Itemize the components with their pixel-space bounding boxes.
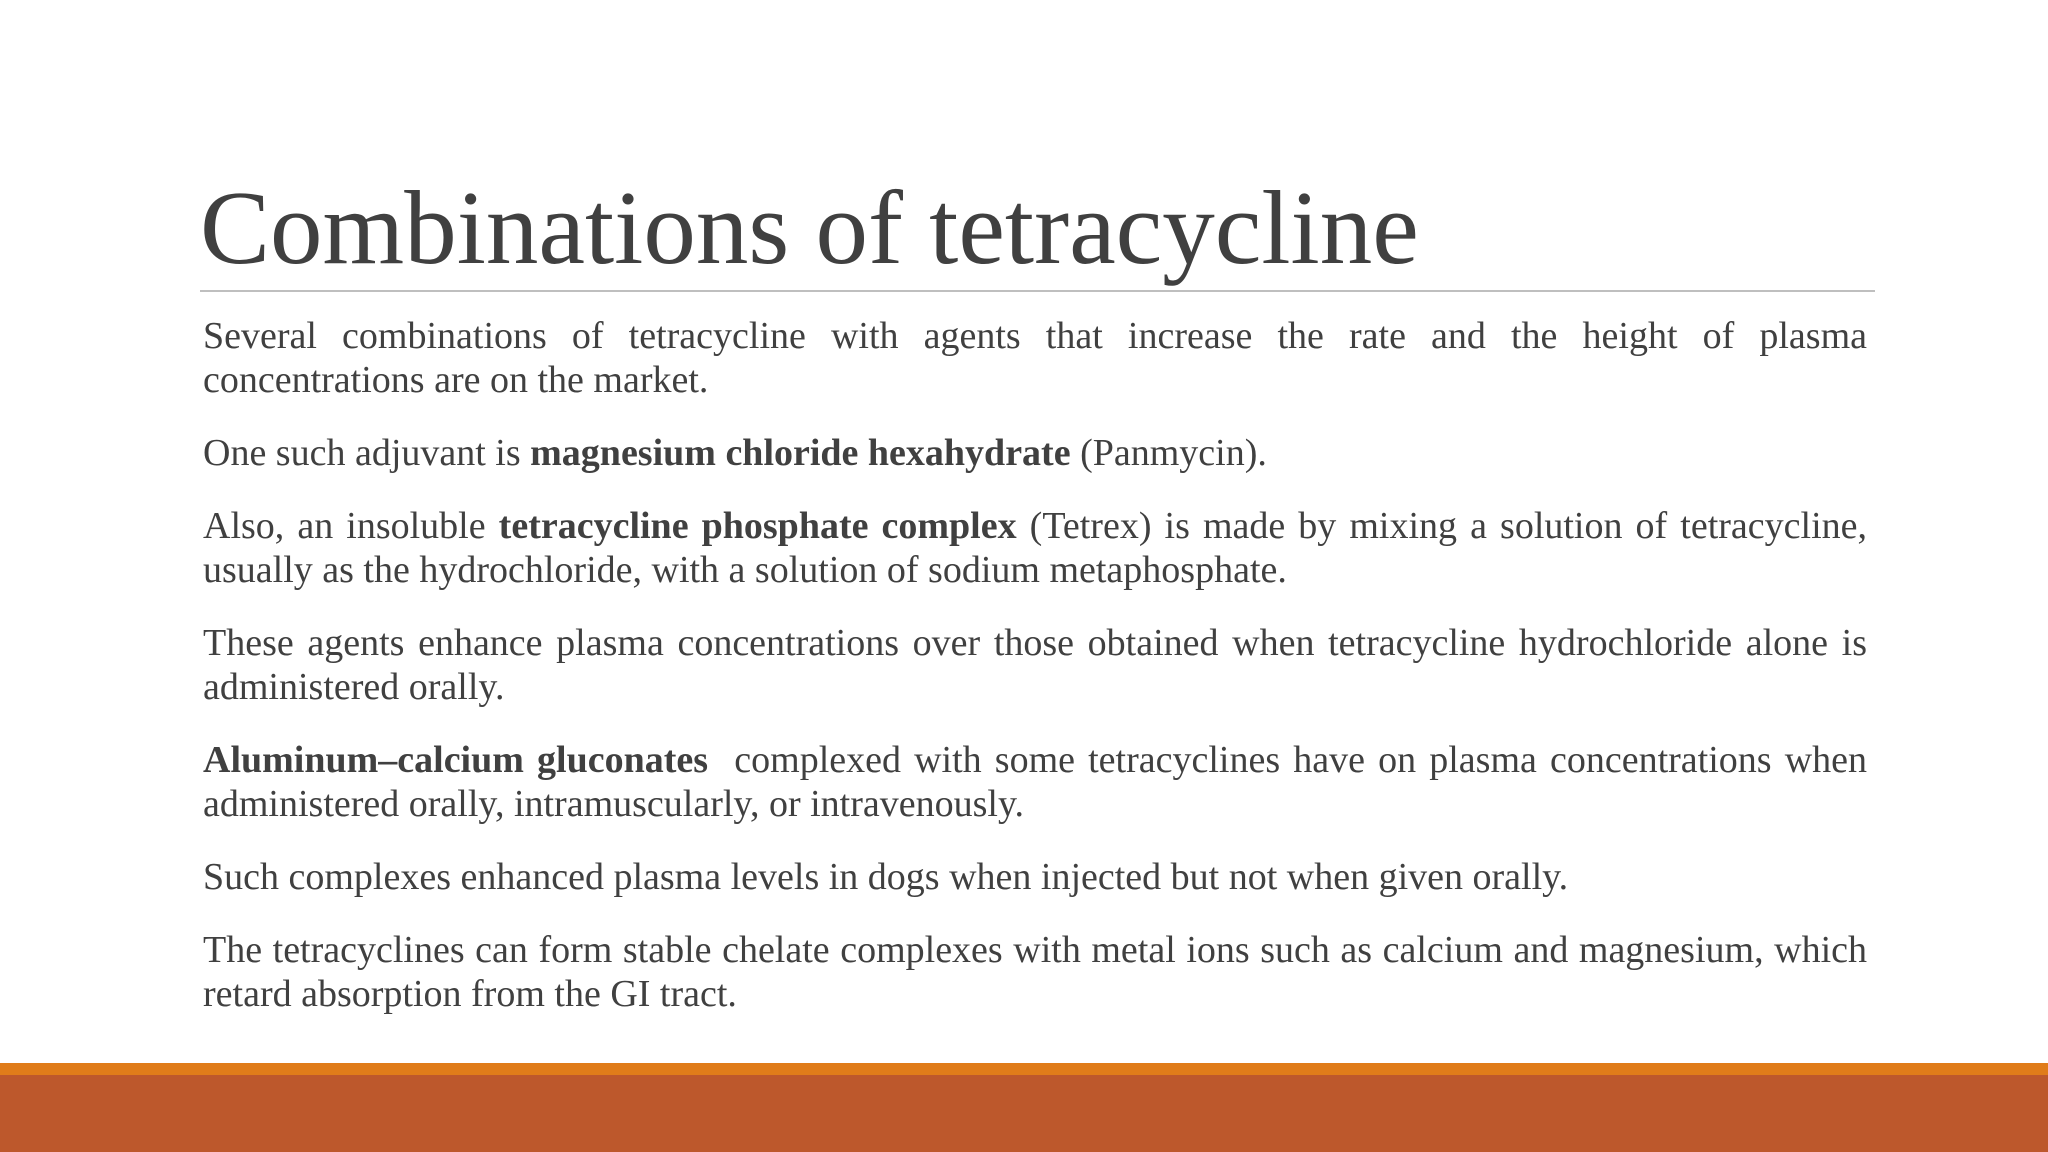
bold-term: Aluminum–calcium gluconates xyxy=(203,739,709,781)
paragraph-text: (Tetrex) is made by mixing a solution of tetracycline, usually as the hydrochloride, with a solution of sodium metaphosphate. xyxy=(203,505,1867,591)
paragraph-3 xyxy=(203,504,1867,592)
paragraph-text: The tetracyclines can form stable chelate complexes with metal ions such as calcium and magnesium, which retard absorption from the GI tract. xyxy=(203,929,1867,1015)
paragraph-text: Several combinations of tetracycline with agents that increase the rate and the height of plasma concentrations are on the market. xyxy=(203,315,1867,401)
bold-term: magnesium chloride hexahydrate xyxy=(530,432,1071,474)
slide-body xyxy=(203,314,1877,1045)
footer-band xyxy=(0,1075,2048,1152)
footer-stripe-orange xyxy=(0,1063,2048,1075)
paragraph-text: complexed with some tetracyclines have on plasma concentrations when administered orally, intramuscularly, or intravenously. xyxy=(203,739,1877,825)
paragraph-1 xyxy=(203,314,1867,402)
paragraph-text: Such complexes enhanced plasma levels in dogs when injected but not when given orally. xyxy=(203,856,1569,898)
paragraph-2 xyxy=(203,431,1867,475)
paragraph-7 xyxy=(203,928,1867,1016)
title-divider xyxy=(200,290,1875,292)
paragraph-4 xyxy=(203,621,1867,709)
paragraph-text: (Panmycin). xyxy=(1070,432,1267,474)
slide-title: Combinations of tetracycline xyxy=(200,169,1419,286)
bold-term: tetracycline phosphate complex xyxy=(498,505,1017,547)
paragraph-text: Also, an insoluble xyxy=(203,505,499,547)
paragraph-6 xyxy=(203,855,1867,899)
paragraph-5 xyxy=(203,738,1877,826)
paragraph-text: These agents enhance plasma concentrations over those obtained when tetracycline hydrochloride alone is administered orally. xyxy=(203,622,1867,708)
paragraph-text: One such adjuvant is xyxy=(203,432,531,474)
